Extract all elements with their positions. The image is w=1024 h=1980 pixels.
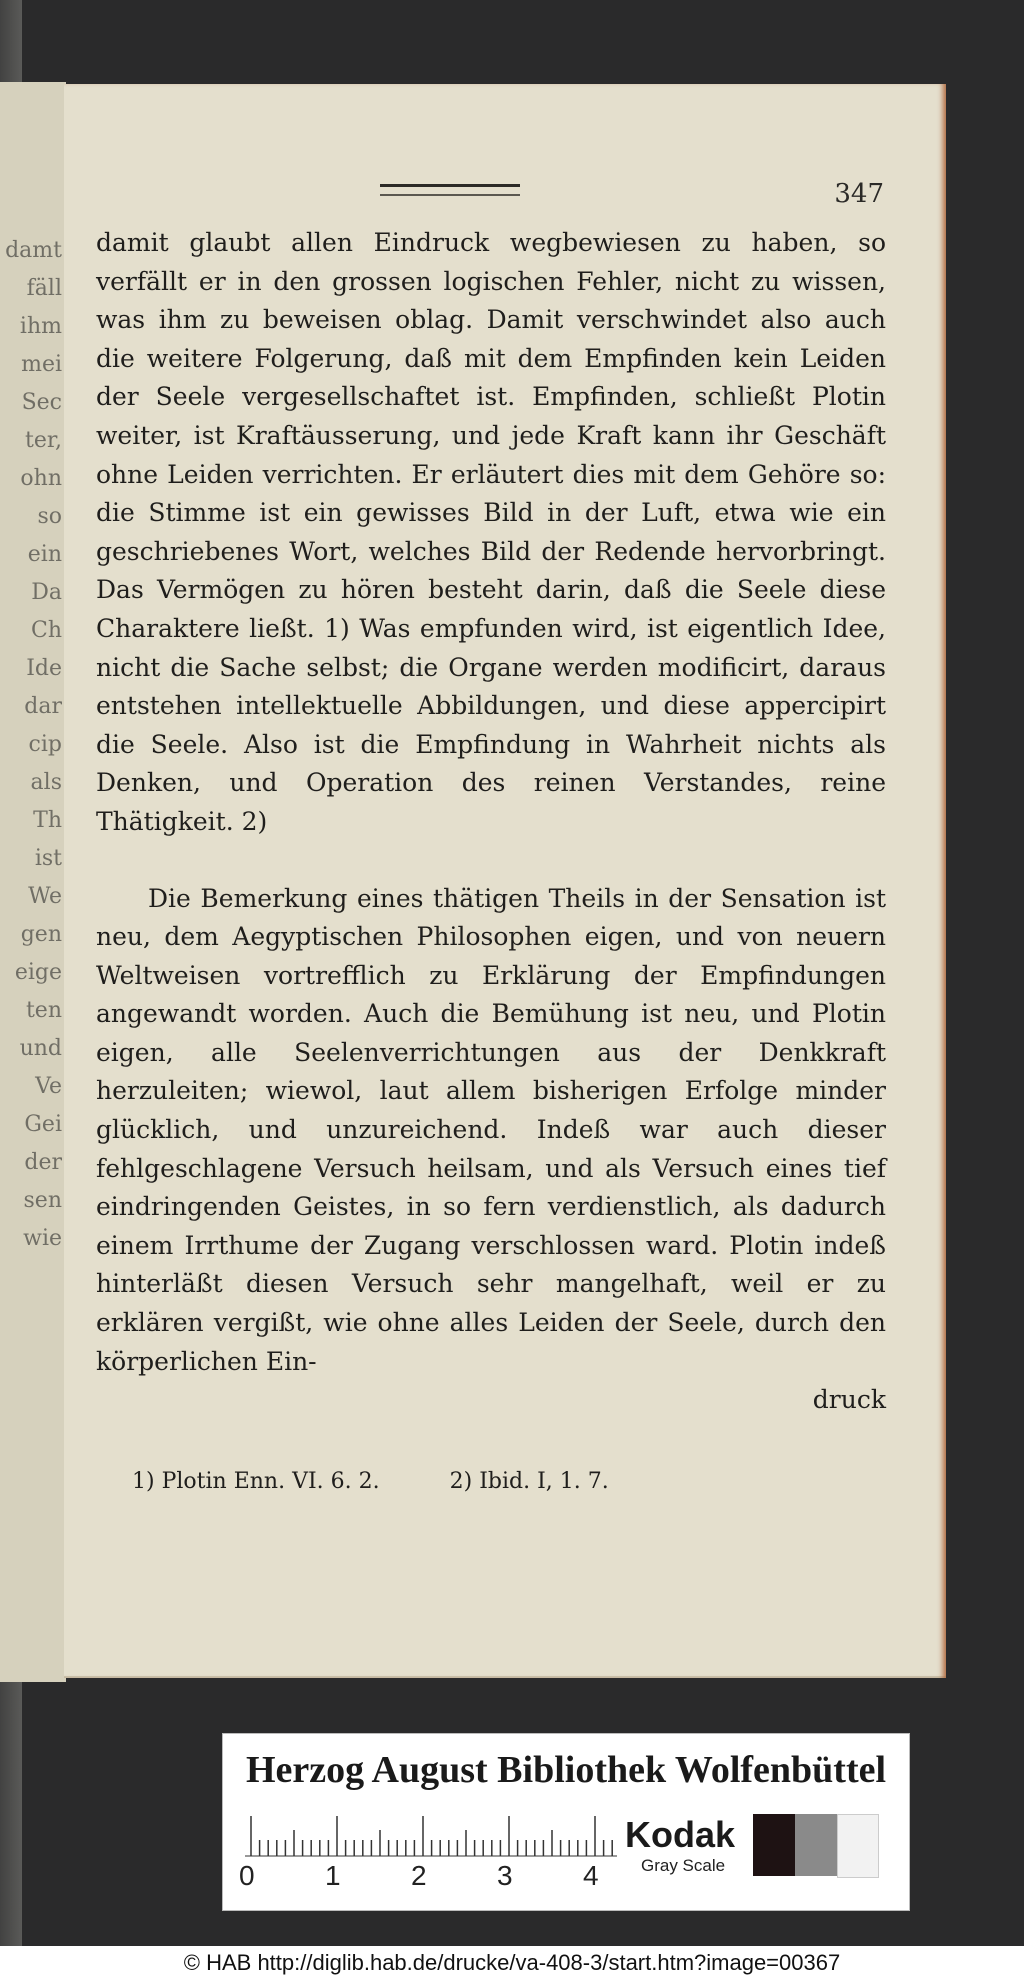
footnote-2: 2) Ibid. I, 1. 7. bbox=[449, 1469, 609, 1494]
page-text bbox=[96, 224, 886, 1420]
gray-scale-label: Gray Scale bbox=[641, 1856, 726, 1875]
library-name: Herzog August Bibliothek Wolfenbüttel bbox=[245, 1749, 887, 1791]
gray-swatch-mid bbox=[795, 1814, 837, 1876]
kodak-logo: Kodak bbox=[625, 1814, 736, 1855]
footnotes bbox=[132, 1469, 832, 1494]
scale-number-2: 2 bbox=[411, 1860, 427, 1891]
scale-number-0: 0 bbox=[239, 1860, 255, 1891]
scale-number-1: 1 bbox=[325, 1860, 341, 1891]
page-number: 347 bbox=[834, 179, 884, 209]
gray-swatch-dark bbox=[753, 1814, 795, 1876]
scale-number-3: 3 bbox=[497, 1860, 513, 1891]
copyright-footer: © HAB http://diglib.hab.de/drucke/va-408-3/start.htm?image=00367 bbox=[0, 1946, 1024, 1980]
footnote-1: 1) Plotin Enn. VI. 6. 2. bbox=[132, 1469, 380, 1494]
left-page-text-fragments: damt fäll ihm mei Sec ter, ohn so ein Da Ch Ide dar cip als Th ist We gen eige ten und Ve Gei der sen wie bbox=[5, 238, 62, 1251]
library-color-target bbox=[222, 1733, 910, 1911]
header-rule bbox=[380, 184, 520, 196]
catchword: druck bbox=[812, 1385, 886, 1415]
left-page-edge bbox=[0, 82, 66, 1682]
gray-swatch-light bbox=[837, 1814, 879, 1878]
paragraph-1: damit glaubt allen Eindruck wegbewiesen zu haben, so verfällt er in den grossen logischen Fehler, nicht zu wissen, was ihm zu beweisen oblag. Damit verschwindet also auch die weitere Folgerung, daß mit dem Empfinden kein Leiden der Seele vergesellschaftet ist. Empfinden, schließt Plotin weiter, ist Kraftäusserung, und jede Kraft kann ihr Geschäft ohne Leiden verrichten. Er erläutert dies mit dem Gehöre so: die Stimme ist ein gewisses Bild in der Luft, etwa wie ein geschriebenes Wort, welches Bild der Redende hervorbringt. Das Vermögen zu hören besteht darin, daß die Seele diese Charaktere ließt. 1) Was empfunden wird, ist eigentlich Idee, nicht die Sache selbst; die Organe werden modificirt, daraus entstehen intellektuelle Abbildungen, und diese appercipirt die Seele. Also ist die Empfindung in Wahrheit nichts als Denken, und Operation des reinen Verstandes, reine Thätigkeit. 2) bbox=[96, 228, 886, 836]
paragraph-2: Die Bemerkung eines thätigen Theils in der Sensation ist neu, dem Aegyptischen Philosophen eigen, und von neuern Weltweisen vortrefflich zu Erklärung der Empfindungen angewandt worden. Auch die Bemühung ist neu, und Plotin eigen, alle Seelenverrichtungen aus der Denkkraft herzuleiten; wiewol, laut allem bisherigen Erfolge minder glücklich, und unzureichend. Indeß war auch dieser fehlgeschlagene Versuch heilsam, und als Versuch eines tief eindringenden Geistes, in so fern verdienstlich, als dadurch einem Irrthume der Zugang verschlossen ward. Plotin indeß hinterläßt diesen Versuch sehr mangelhaft, weil er zu erklären vergißt, wie ohne alles Leiden der Seele, durch den körperlichen Ein- bbox=[96, 883, 886, 1376]
ruler-scale bbox=[245, 1816, 617, 1860]
book-page bbox=[64, 84, 946, 1678]
scale-number-4: 4 bbox=[583, 1860, 599, 1891]
